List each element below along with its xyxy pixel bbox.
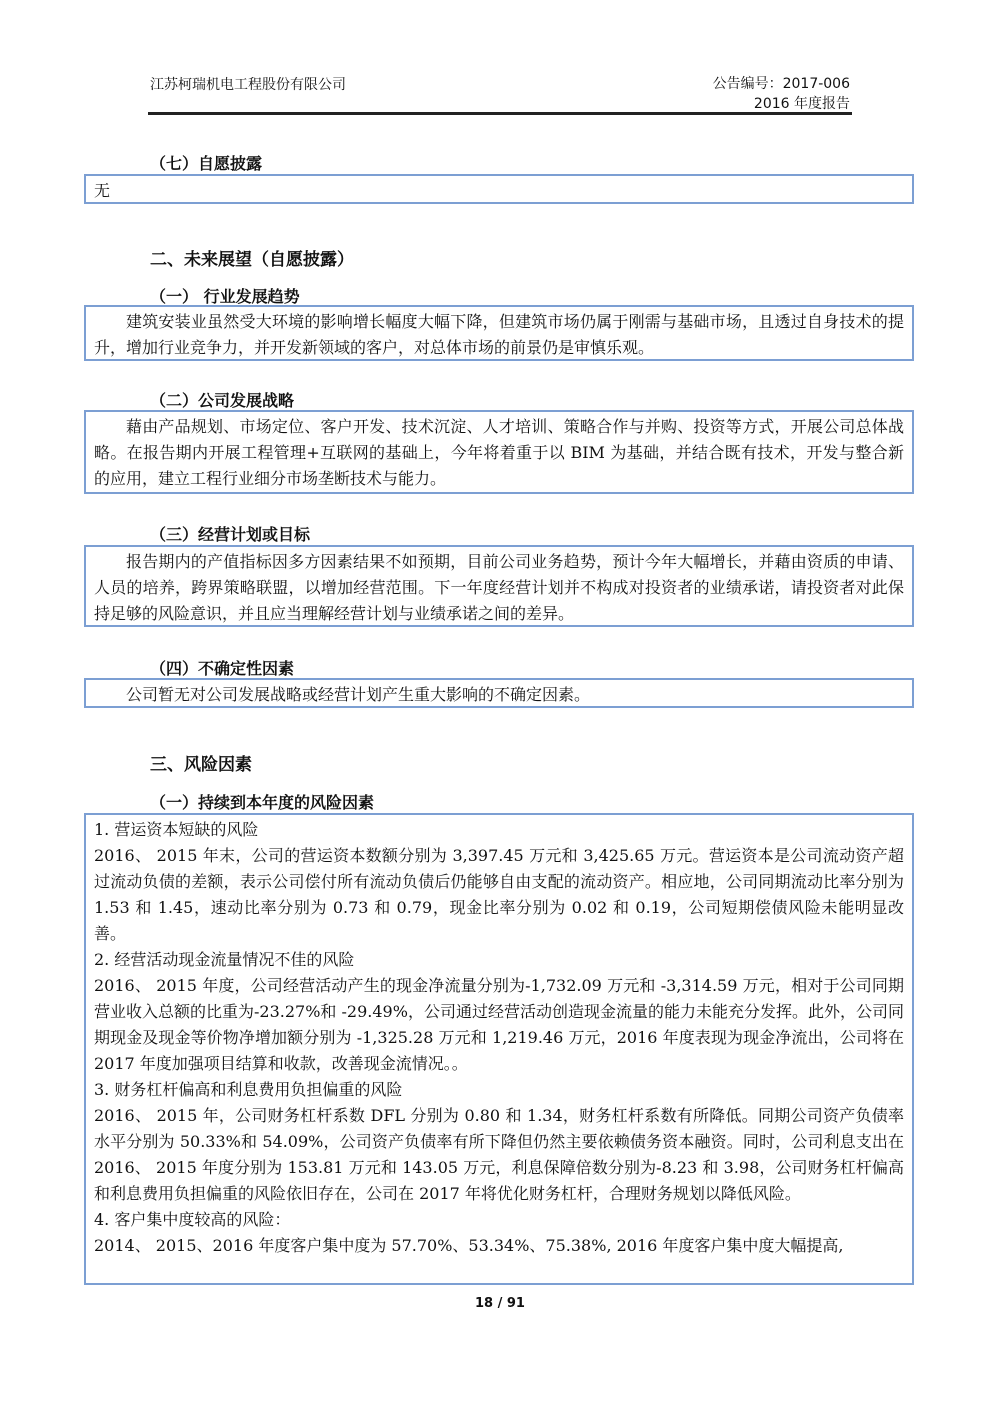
continuing-risks-box (84, 813, 914, 1285)
risk-heading: 3. 财务杠杆偏高和利息费用负担偏重的风险 (94, 1080, 403, 1099)
continuing-risks-title: （一）持续到本年度的风险因素 (150, 793, 375, 812)
risk-heading: 1. 营运资本短缺的风险 (94, 820, 259, 839)
industry-trend-content: 建筑安装业虽然受大环境的影响增长幅度大幅下降，但建筑市场仍属于刚需与基础市场，且透过自身技术的提升，增加行业竞争力，并开发新领域的客户，对总体市场的前景仍是审慎乐观。 (94, 312, 904, 357)
company-strategy-title: （二）公司发展战略 (150, 391, 295, 410)
page-number: 18 / 91 (475, 1296, 525, 1311)
risk-body: 2016、 2015 年末，公司的营运资本数额分别为 3,397.45 万元和 3,425.65 万元。营运资本是公司流动资产超过流动负债的差额，表示公司偿付所有流动负债后仍能够自由支配的流动资产。相应地，公司同期流动比率分别为 1.53 和 1.45，速动比率分别为 0.73 和 0.79，现金比率分别为 0.02 和 0.19，公司短期偿债风险未能明显改善。 (94, 846, 904, 943)
uncertainty-box (84, 678, 914, 708)
voluntary-disclosure-content: 无 (94, 181, 111, 200)
business-plan-box (84, 545, 914, 627)
industry-trend-box (84, 305, 914, 361)
company-strategy-content: 藉由产品规划、市场定位、客户开发、技术沉淀、人才培训、策略合作与并购、投资等方式，开展公司总体战略。在报告期内开展工程管理+互联网的基础上，今年将着重于以 BIM 为基础，并结合既有技术，开发与整合新的应用，建立工程行业细分市场垄断技术与能力。 (94, 417, 904, 488)
company-name: 江苏柯瑞机电工程股份有限公司 (150, 77, 346, 93)
risk-body: 2016、 2015 年度，公司经营活动产生的现金净流量分别为-1,732.09 万元和 -3,314.59 万元，相对于公司同期营业收入总额的比重为-23.27%和 -29.49%，公司通过经营活动创造现金流量的能力未能充分发挥。此外，公司同期现金及现金等价物净增加额分别为 -1,325.28 万元和 1,219.46 万元，2016 年度表现为现金净流出，公司将在 2017 年度加强项目结算和收款，改善现金流情况。。 (94, 976, 904, 1073)
company-strategy-box (84, 410, 914, 494)
future-outlook-title: 二、未来展望（自愿披露） (150, 250, 354, 270)
risk-factors-title: 三、风险因素 (150, 755, 252, 775)
report-title: 2016 年度报告 (753, 96, 850, 112)
header-divider (148, 112, 852, 115)
risk-heading: 4. 客户集中度较高的风险： (94, 1210, 291, 1229)
uncertainty-content: 公司暂无对公司发展战略或经营计划产生重大影响的不确定因素。 (126, 685, 591, 704)
uncertainty-title: （四）不确定性因素 (150, 659, 295, 678)
section-voluntary-disclosure-title: （七）自愿披露 (150, 154, 263, 173)
header-info (713, 74, 850, 114)
business-plan-title: （三）经营计划或目标 (150, 525, 311, 544)
risk-body: 2016、 2015 年，公司财务杠杆系数 DFL 分别为 0.80 和 1.34，财务杠杆系数有所降低。同期公司资产负债率水平分别为 50.33%和 54.09%，公司资产负债率有所下降但仍然主要依赖债务资本融资。同时，公司利息支出在 2016、 2015 年度分别为 153.81 万元和 143.05 万元，利息保障倍数分别为-8.23 和 3.98，公司财务杠杆偏高和利息费用负担偏重的风险依旧存在，公司在 2017 年将优化财务杠杆，合理财务规划以降低风险。 (94, 1106, 904, 1203)
notice-number: 公告编号：2017-006 (712, 76, 850, 92)
business-plan-content: 报告期内的产值指标因多方因素结果不如预期，目前公司业务趋势，预计今年大幅增长，并藉由资质的申请、人员的培养，跨界策略联盟，以增加经营范围。下一年度经营计划并不构成对投资者的业绩承诺，请投资者对此保持足够的风险意识，并且应当理解经营计划与业绩承诺之间的差异。 (94, 552, 904, 623)
risk-heading: 2. 经营活动现金流量情况不佳的风险 (94, 950, 355, 969)
voluntary-disclosure-box (84, 174, 914, 204)
industry-trend-title: （一） 行业发展趋势 (150, 287, 300, 306)
risk-body: 2014、 2015、2016 年度客户集中度为 57.70%、53.34%、75.38%, 2016 年度客户集中度大幅提高, (94, 1236, 844, 1255)
